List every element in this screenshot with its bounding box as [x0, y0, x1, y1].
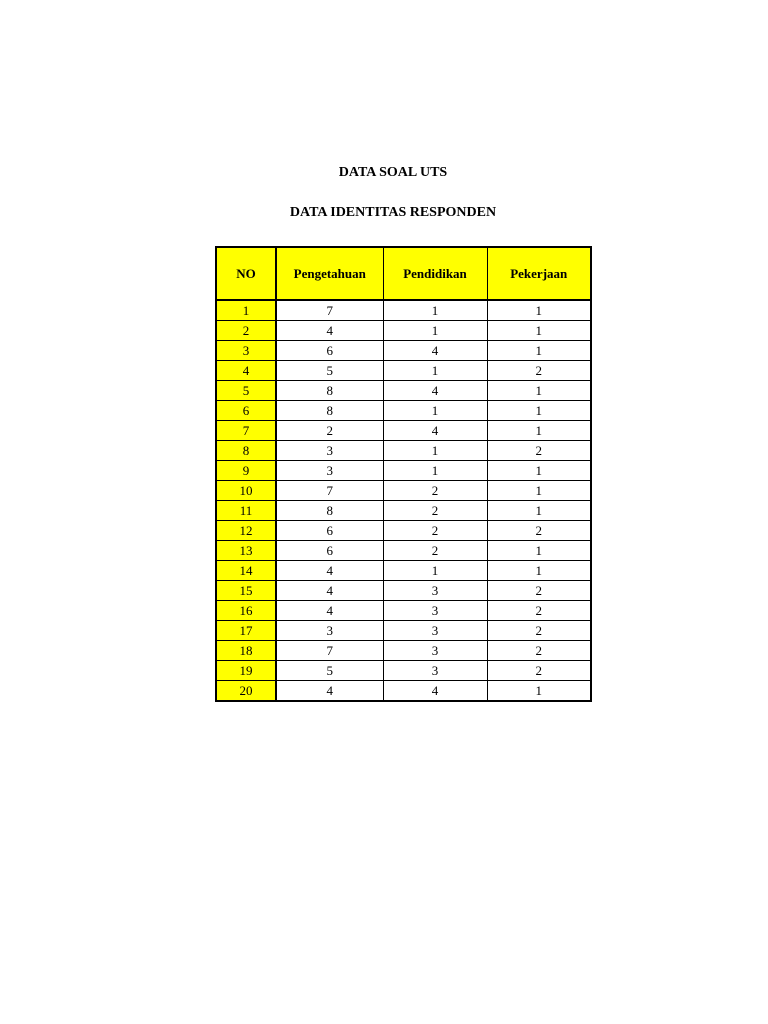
- document-title: DATA SOAL UTS: [338, 165, 448, 180]
- cell-pendidikan: 2: [383, 481, 487, 501]
- table-row: [216, 501, 591, 521]
- cell-pekerjaan: 2: [487, 641, 591, 661]
- cell-pekerjaan: 1: [487, 341, 591, 361]
- cell-no: 6: [216, 401, 276, 421]
- cell-no: 20: [216, 681, 276, 702]
- header-pendidikan: Pendidikan: [383, 247, 487, 300]
- cell-pekerjaan: 1: [487, 501, 591, 521]
- cell-pendidikan: 2: [383, 501, 487, 521]
- cell-pendidikan: 3: [383, 621, 487, 641]
- cell-no: 17: [216, 621, 276, 641]
- cell-pengetahuan: 8: [276, 381, 383, 401]
- table-row: [216, 401, 591, 421]
- cell-pekerjaan: 1: [487, 541, 591, 561]
- cell-pengetahuan: 6: [276, 541, 383, 561]
- cell-pekerjaan: 2: [487, 601, 591, 621]
- cell-pendidikan: 1: [383, 361, 487, 381]
- cell-no: 4: [216, 361, 276, 381]
- cell-no: 5: [216, 381, 276, 401]
- cell-no: 14: [216, 561, 276, 581]
- cell-no: 11: [216, 501, 276, 521]
- cell-pekerjaan: 2: [487, 441, 591, 461]
- cell-pendidikan: 4: [383, 421, 487, 441]
- cell-pengetahuan: 6: [276, 521, 383, 541]
- cell-no: 16: [216, 601, 276, 621]
- table-row: [216, 321, 591, 341]
- cell-pekerjaan: 1: [487, 401, 591, 421]
- cell-pekerjaan: 1: [487, 381, 591, 401]
- cell-no: 8: [216, 441, 276, 461]
- table-row: [216, 561, 591, 581]
- table-row: [216, 581, 591, 601]
- cell-pendidikan: 4: [383, 381, 487, 401]
- cell-pekerjaan: 2: [487, 521, 591, 541]
- cell-no: 13: [216, 541, 276, 561]
- cell-pengetahuan: 3: [276, 441, 383, 461]
- cell-no: 2: [216, 321, 276, 341]
- table-row: [216, 541, 591, 561]
- table-row: [216, 481, 591, 501]
- cell-pendidikan: 3: [383, 601, 487, 621]
- table-row: [216, 381, 591, 401]
- cell-pengetahuan: 5: [276, 661, 383, 681]
- cell-no: 10: [216, 481, 276, 501]
- table-row: [216, 341, 591, 361]
- cell-pendidikan: 4: [383, 341, 487, 361]
- table-row: [216, 641, 591, 661]
- cell-pengetahuan: 4: [276, 581, 383, 601]
- table-row: [216, 681, 591, 702]
- table-row: [216, 421, 591, 441]
- respondent-table: [215, 246, 592, 702]
- cell-pendidikan: 3: [383, 661, 487, 681]
- cell-no: 3: [216, 341, 276, 361]
- table-row: [216, 601, 591, 621]
- cell-no: 12: [216, 521, 276, 541]
- cell-pendidikan: 1: [383, 300, 487, 321]
- cell-pekerjaan: 1: [487, 300, 591, 321]
- header-pekerjaan: Pekerjaan: [487, 247, 591, 300]
- cell-pendidikan: 1: [383, 461, 487, 481]
- cell-pengetahuan: 2: [276, 421, 383, 441]
- cell-pekerjaan: 2: [487, 361, 591, 381]
- cell-pendidikan: 3: [383, 641, 487, 661]
- table-row: [216, 661, 591, 681]
- cell-pengetahuan: 7: [276, 300, 383, 321]
- cell-no: 18: [216, 641, 276, 661]
- cell-pendidikan: 1: [383, 561, 487, 581]
- table-row: [216, 361, 591, 381]
- table-body: [216, 300, 591, 701]
- cell-pengetahuan: 4: [276, 321, 383, 341]
- table-header: [216, 247, 591, 300]
- cell-pengetahuan: 7: [276, 481, 383, 501]
- cell-pekerjaan: 2: [487, 621, 591, 641]
- cell-pengetahuan: 5: [276, 361, 383, 381]
- header-pengetahuan: Pengetahuan: [276, 247, 383, 300]
- cell-pekerjaan: 1: [487, 481, 591, 501]
- cell-pekerjaan: 1: [487, 561, 591, 581]
- table-row: [216, 521, 591, 541]
- cell-pendidikan: 1: [383, 321, 487, 341]
- cell-pekerjaan: 1: [487, 321, 591, 341]
- document-subtitle: DATA IDENTITAS RESPONDEN: [289, 205, 497, 220]
- cell-pekerjaan: 1: [487, 461, 591, 481]
- cell-pendidikan: 3: [383, 581, 487, 601]
- cell-pengetahuan: 4: [276, 681, 383, 702]
- cell-pendidikan: 2: [383, 521, 487, 541]
- header-row: [216, 247, 591, 300]
- cell-pengetahuan: 6: [276, 341, 383, 361]
- cell-pekerjaan: 1: [487, 681, 591, 702]
- cell-no: 1: [216, 300, 276, 321]
- cell-pekerjaan: 1: [487, 421, 591, 441]
- cell-pengetahuan: 8: [276, 401, 383, 421]
- cell-pengetahuan: 3: [276, 461, 383, 481]
- table-row: [216, 300, 591, 321]
- cell-pekerjaan: 2: [487, 581, 591, 601]
- cell-no: 15: [216, 581, 276, 601]
- header-no: NO: [216, 247, 276, 300]
- table-row: [216, 461, 591, 481]
- cell-pendidikan: 1: [383, 401, 487, 421]
- cell-pendidikan: 2: [383, 541, 487, 561]
- cell-pendidikan: 4: [383, 681, 487, 702]
- cell-pengetahuan: 8: [276, 501, 383, 521]
- cell-pengetahuan: 3: [276, 621, 383, 641]
- cell-no: 7: [216, 421, 276, 441]
- cell-no: 9: [216, 461, 276, 481]
- cell-no: 19: [216, 661, 276, 681]
- cell-pengetahuan: 4: [276, 561, 383, 581]
- table-row: [216, 621, 591, 641]
- cell-pengetahuan: 4: [276, 601, 383, 621]
- cell-pekerjaan: 2: [487, 661, 591, 681]
- cell-pengetahuan: 7: [276, 641, 383, 661]
- table-row: [216, 441, 591, 461]
- cell-pendidikan: 1: [383, 441, 487, 461]
